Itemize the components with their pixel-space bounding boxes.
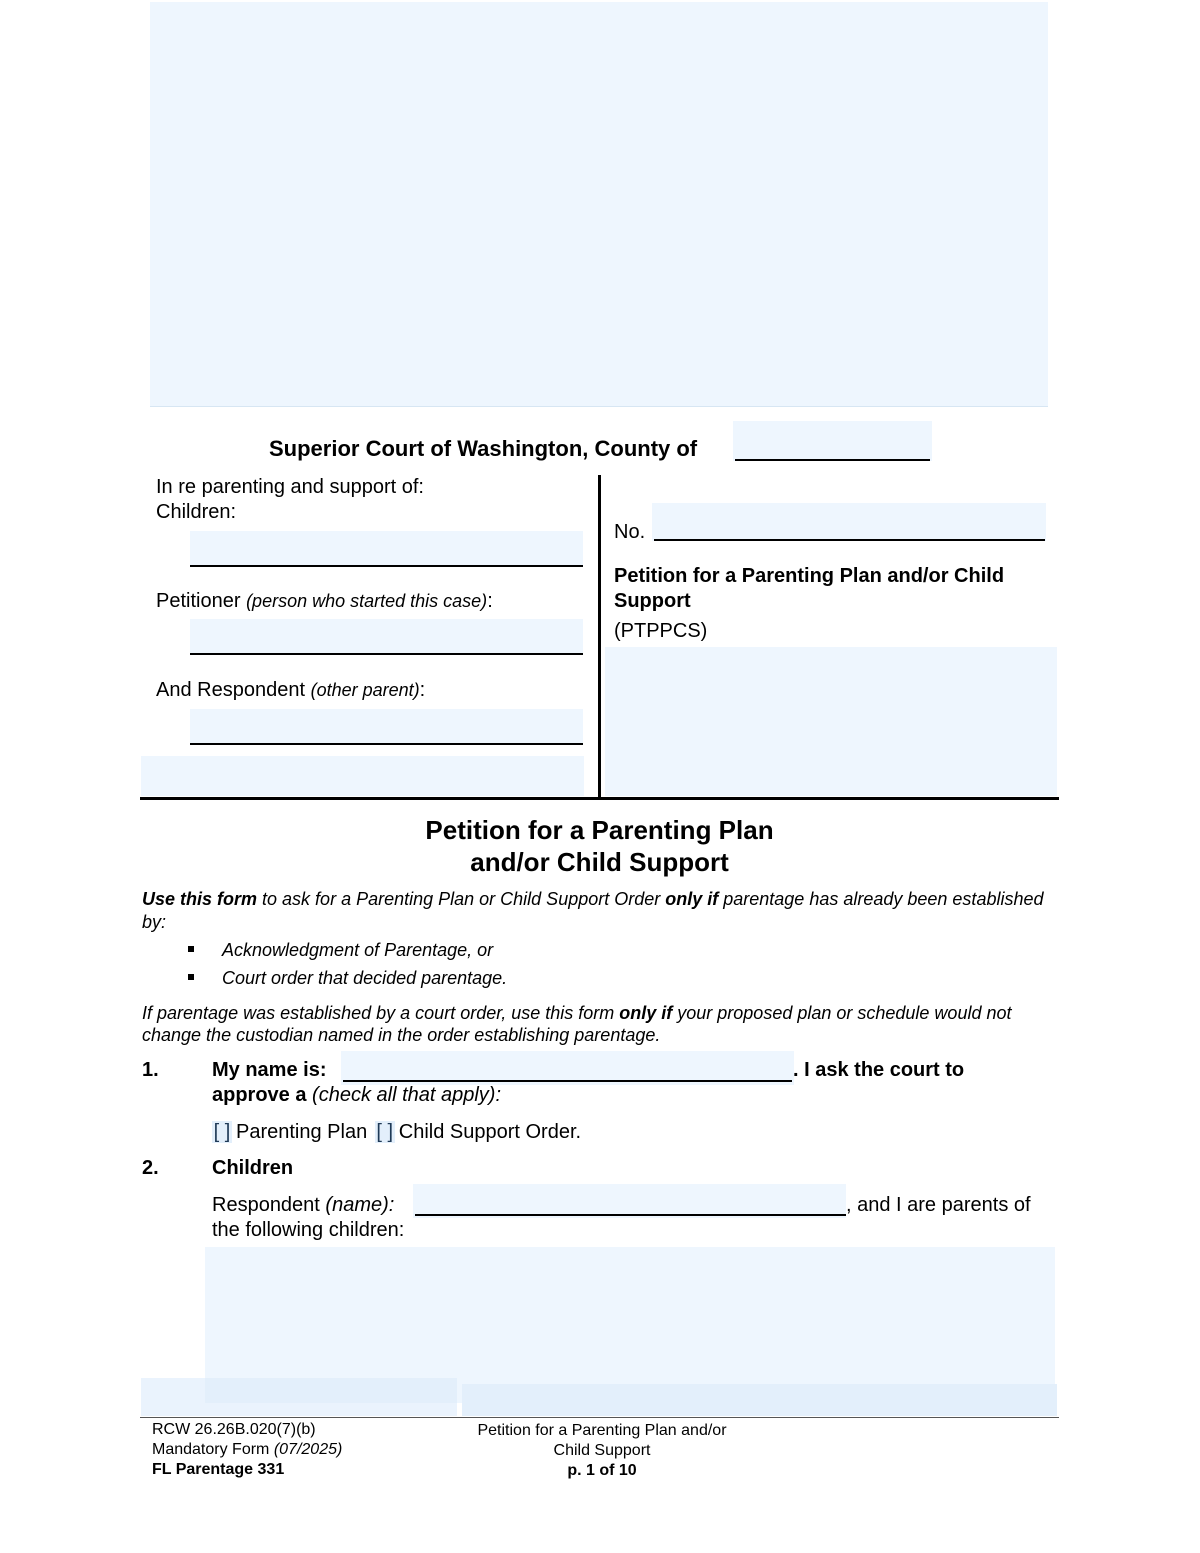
court-heading: [269, 436, 697, 462]
section1-line2: [212, 1084, 501, 1107]
footer-rcw: RCW 26.26B.020(7)(b): [152, 1421, 316, 1438]
bullet-1: [188, 946, 194, 952]
footer-mandatory: [152, 1441, 342, 1459]
petitioner-label: [156, 590, 493, 613]
footer-right-field[interactable]: [462, 1384, 1057, 1416]
doc-title-line2: Support: [614, 590, 691, 612]
petitioner-label-text: Petitioner: [156, 590, 241, 612]
section2-heading: Children: [212, 1157, 294, 1179]
respondent-field[interactable]: [190, 709, 583, 745]
child-support-checkbox[interactable]: [ ]: [376, 1121, 394, 1143]
respondent-label-text: And Respondent: [156, 679, 306, 701]
case-number-underline: [654, 539, 1045, 541]
respondent-colon: :: [419, 679, 426, 701]
footer-center-line1: Petition for a Parenting Plan and/or: [477, 1422, 727, 1439]
intro-para2-a: If parentage was established by a court order, use this form: [142, 1003, 620, 1023]
section1-approve: approve a: [212, 1084, 307, 1106]
footer-form-id: FL Parentage 331: [152, 1461, 285, 1478]
section1-label: My name is:: [212, 1059, 327, 1081]
bullet-text-1: Acknowledgment of Parentage, or: [222, 940, 494, 960]
intro-para2-line2: change the custodian named in the order establishing parentage.: [142, 1025, 661, 1045]
left-caption-extra-field[interactable]: [141, 756, 584, 796]
form-title-line2: and/or Child Support: [470, 847, 729, 877]
section2-line2: the following children:: [212, 1219, 405, 1241]
intro-line1: [142, 889, 1044, 910]
bullet-text-2: Court order that decided parentage.: [222, 968, 508, 988]
my-name-underline: [343, 1080, 792, 1082]
petitioner-underline: [190, 653, 583, 655]
section2-respondent-label: Respondent: [212, 1194, 320, 1216]
parenting-plan-checkbox[interactable]: [ ]: [213, 1121, 231, 1143]
respondent-label: [156, 679, 425, 702]
respondent-name-field[interactable]: [413, 1184, 846, 1218]
intro-text1: to ask for a Parenting Plan or Child Support Order: [257, 889, 666, 909]
caption-divider: [598, 475, 601, 799]
petitioner-colon: :: [487, 590, 493, 612]
footer-page-number: p. 1 of 10: [567, 1462, 637, 1479]
footer-rule: [140, 1417, 1059, 1418]
intro-para2-line1: [142, 1003, 1012, 1024]
intro-bold1: Use this form: [142, 889, 258, 909]
form-title: [140, 814, 1059, 878]
section2-after: , and I are parents of: [846, 1194, 1031, 1216]
court-prefix: Superior Court of Washington, County of: [269, 436, 698, 461]
caption-bottom-rule: [140, 797, 1059, 800]
in-re-label: In re parenting and support of:: [156, 476, 424, 498]
children-field[interactable]: [190, 531, 583, 567]
section2-respondent: [212, 1194, 394, 1217]
footer-center-line2: Child Support: [553, 1442, 651, 1459]
section1-options: [212, 1121, 581, 1143]
intro-para2-bold: only if: [619, 1003, 673, 1023]
respondent-underline: [190, 743, 583, 745]
child-support-label: Child Support Order.: [398, 1121, 582, 1143]
case-number-field[interactable]: [652, 503, 1046, 541]
petitioner-field[interactable]: [190, 619, 583, 655]
footer-mandatory-text: Mandatory Form: [152, 1441, 270, 1458]
section2-respondent-hint: (name):: [319, 1194, 395, 1216]
petitioner-hint: (person who started this case): [246, 591, 488, 611]
intro-para2-b: your proposed plan or schedule would not: [672, 1003, 1012, 1023]
parenting-plan-label: Parenting Plan: [236, 1121, 368, 1143]
children-label: Children:: [156, 501, 237, 523]
footer-inner-left-field[interactable]: [205, 1378, 457, 1403]
respondent-hint: (other parent): [310, 680, 420, 700]
section1-number: 1.: [142, 1059, 159, 1081]
bullet-2: [188, 974, 194, 980]
top-blank-field[interactable]: [150, 2, 1048, 407]
children-underline: [190, 565, 583, 567]
section1-check-hint: (check all that apply):: [306, 1084, 502, 1106]
case-number-label: No.: [614, 521, 646, 543]
intro-text2: parentage has already been established: [718, 889, 1044, 909]
form-title-line1: Petition for a Parenting Plan: [425, 815, 774, 845]
footer-mandatory-date: (07/2025): [273, 1441, 343, 1458]
footer-center: [440, 1421, 764, 1481]
right-caption-extra-field[interactable]: [605, 647, 1057, 796]
section2-number: 2.: [142, 1157, 159, 1179]
doc-title-line1: Petition for a Parenting Plan and/or Child: [614, 565, 1005, 587]
county-field[interactable]: [733, 421, 932, 461]
intro-line2: by:: [142, 912, 167, 932]
doc-code: (PTPPCS): [614, 620, 708, 642]
section1-after: . I ask the court to: [793, 1059, 965, 1081]
county-underline: [735, 459, 930, 461]
respondent-name-underline: [415, 1214, 846, 1216]
intro-bold2: only if: [665, 889, 719, 909]
